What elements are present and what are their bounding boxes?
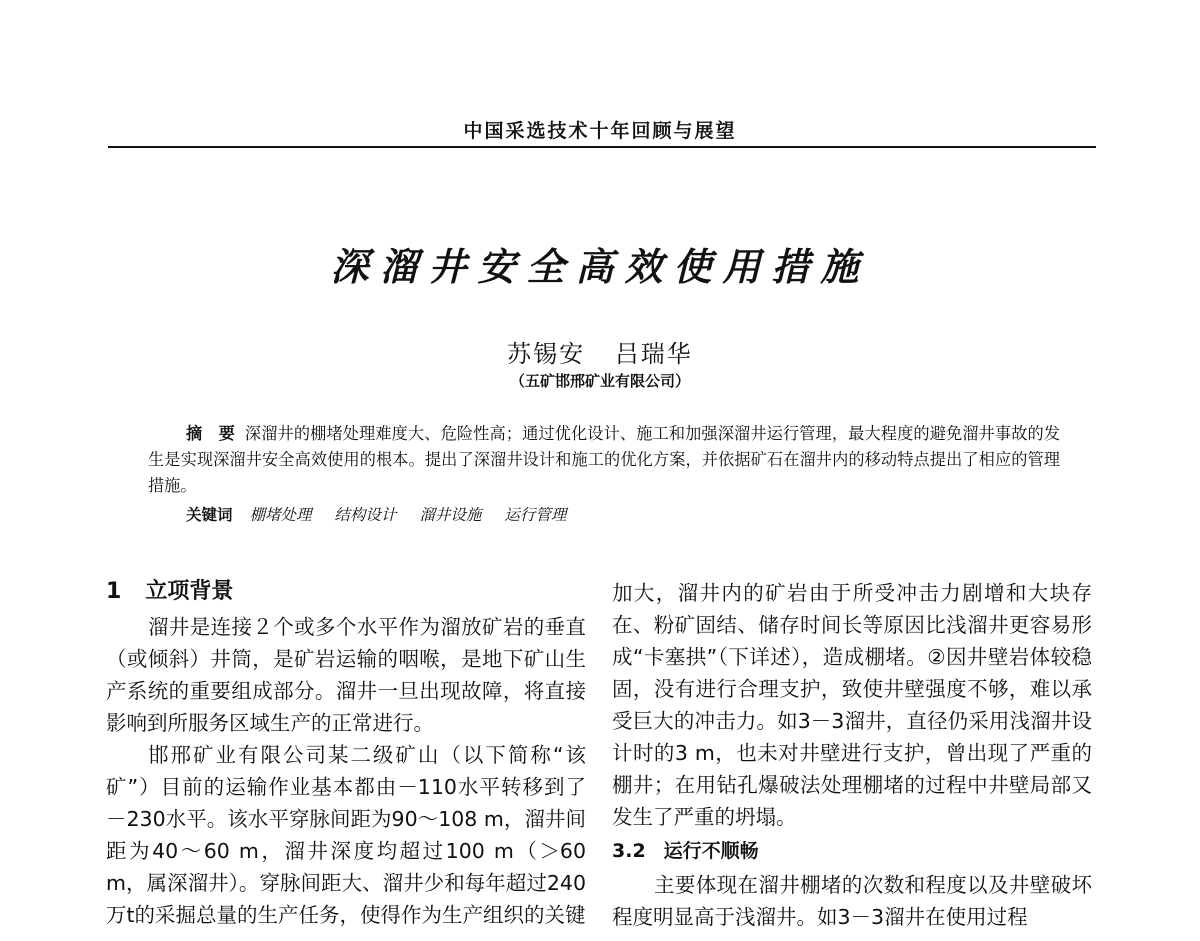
running-header: 中国采选技术十年回顾与展望 [463,120,737,142]
abstract-block [148,421,1060,528]
article-title: 深溜井安全高效使用措施 [330,244,870,289]
abstract-paragraph [148,421,1060,499]
keywords-label: 关键词 [186,506,233,524]
left-column [106,577,586,931]
body-paragraph: 邯邢矿业有限公司某二级矿山（以下简称“该矿”）目前的运输作业基本都由－110水平转移到了－230水平。该水平穿脉间距为90～108 m，溜井间距为40～60 m，溜井深度均超过100 m（＞60 m，属深溜井）。穿脉间距大、溜井少和每年超过240万t的采掘总量的生产任务，使得作为生产组织的关键 [106,743,586,927]
subsection-title: 运行不顺畅 [663,840,759,862]
body-paragraph: 溜井是连接２个或多个水平作为溜放矿岩的垂直（或倾斜）井筒，是矿岩运输的咽喉，是地下矿山生产系统的重要组成部分。溜井一旦出现故障，将直接影响到所服务区域生产的正常进行。 [106,615,586,735]
section-title: 立项背景 [145,579,234,604]
right-column [612,577,1092,933]
keyword: 运行管理 [504,506,567,524]
body-paragraph: 主要体现在溜井棚堵的次数和程度以及井壁破坏程度明显高于浅溜井。如3－3溜井在使用过程 [612,873,1092,929]
affiliation: （五矿邯邢矿业有限公司） [509,372,690,390]
author-name: 吕瑞华 [614,340,693,368]
keyword: 结构设计 [334,506,397,524]
section-heading [106,577,586,607]
subsection-number: 3.2 [612,840,646,862]
section-number: 1 [106,579,122,604]
author-list [0,334,1200,369]
body-paragraph-continued: 加大，溜井内的矿岩由于所受冲击力剧增和大块存在、粉矿固结、储存时间长等原因比浅溜井更容易形成“卡塞拱”（下详述），造成棚堵。②因井壁岩体较稳固，没有进行合理支护，致使井壁强度不够，难以承受巨大的冲击力。如3－3溜井，直径仍采用浅溜井设计时的3 m，也未对井壁进行支护，曾出现了严重的棚井；在用钻孔爆破法处理棚堵的过程中井壁局部又发生了严重的坍塌。 [612,581,1092,829]
keyword: 棚堵处理 [249,506,312,524]
keywords-row [148,502,1060,528]
header-rule [108,146,1096,148]
abstract-label: 摘 要 [186,424,235,443]
keyword: 溜井设施 [419,506,482,524]
author-name: 苏锡安 [507,340,586,368]
subsection-heading [612,835,1092,867]
abstract-text: 深溜井的棚堵处理难度大、危险性高；通过优化设计、施工和加强深溜井运行管理，最大程度的避免溜井事故的发生是实现深溜井安全高效使用的根本。提出了深溜井设计和施工的优化方案，并依据矿石在溜井内的移动特点提出了相应的管理措施。 [148,424,1061,495]
